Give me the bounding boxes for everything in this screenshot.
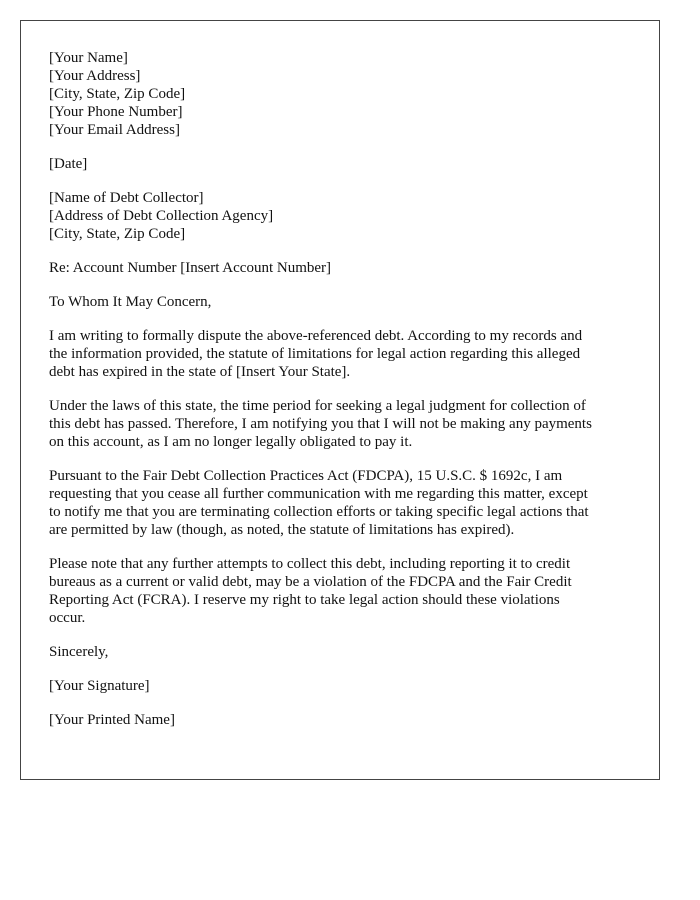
- salutation: To Whom It May Concern,: [49, 294, 212, 310]
- letter-body: [49, 49, 639, 745]
- paragraph-line: this debt has passed. Therefore, I am notifying you that I will not be making any payments: [49, 416, 592, 432]
- subject-line: Re: Account Number [Insert Account Number]: [49, 260, 332, 276]
- paragraph-line: Pursuant to the Fair Debt Collection Practices Act (FDCPA), 15 U.S.C. $ 1692c, I am: [49, 468, 563, 484]
- recipient-address: [Address of Debt Collection Agency]: [49, 208, 274, 224]
- sender-phone: [Your Phone Number]: [49, 104, 183, 120]
- sender-city-state-zip: [City, State, Zip Code]: [49, 86, 186, 102]
- paragraph-line: the information provided, the statute of limitations for legal action regarding this alleged: [49, 346, 581, 362]
- recipient-name: [Name of Debt Collector]: [49, 190, 204, 206]
- paragraph-dispute: [49, 327, 639, 381]
- sender-address: [Your Address]: [49, 68, 141, 84]
- paragraph-line: Reporting Act (FCRA). I reserve my right to take legal action should these violations: [49, 592, 560, 608]
- sender-block: [49, 49, 639, 139]
- closing: Sincerely,: [49, 644, 109, 660]
- paragraph-line: debt has expired in the state of [Insert Your State].: [49, 364, 351, 380]
- date-block: [49, 155, 639, 173]
- sender-name: [Your Name]: [49, 50, 128, 66]
- printed-name-block: [49, 711, 639, 729]
- recipient-block: [49, 189, 639, 243]
- paragraph-line: on this account, as I am no longer legally obligated to pay it.: [49, 434, 413, 450]
- paragraph-violation-notice: [49, 555, 639, 627]
- paragraph-line: bureaus as a current or valid debt, may be a violation of the FDCPA and the Fair Credit: [49, 574, 572, 590]
- paragraph-line: are permitted by law (though, as noted, the statute of limitations has expired).: [49, 522, 515, 538]
- paragraph-cease-communication: [49, 467, 639, 539]
- paragraph-line: requesting that you cease all further communication with me regarding this matter, except: [49, 486, 588, 502]
- paragraph-line: occur.: [49, 610, 86, 626]
- signature: [Your Signature]: [49, 678, 150, 694]
- paragraph-line: I am writing to formally dispute the above-referenced debt. According to my records and: [49, 328, 583, 344]
- sender-email: [Your Email Address]: [49, 122, 180, 138]
- subject-block: [49, 259, 639, 277]
- closing-block: [49, 643, 639, 661]
- signature-block: [49, 677, 639, 695]
- paragraph-no-payment: [49, 397, 639, 451]
- letter-date: [Date]: [49, 156, 88, 172]
- salutation-block: [49, 293, 639, 311]
- recipient-city-state-zip: [City, State, Zip Code]: [49, 226, 186, 242]
- printed-name: [Your Printed Name]: [49, 712, 175, 728]
- paragraph-line: Please note that any further attempts to collect this debt, including reporting it to credit: [49, 556, 571, 572]
- paragraph-line: Under the laws of this state, the time period for seeking a legal judgment for collection of: [49, 398, 586, 414]
- letter-page: [20, 20, 660, 780]
- paragraph-line: to notify me that you are terminating collection efforts or taking specific legal actions that: [49, 504, 589, 520]
